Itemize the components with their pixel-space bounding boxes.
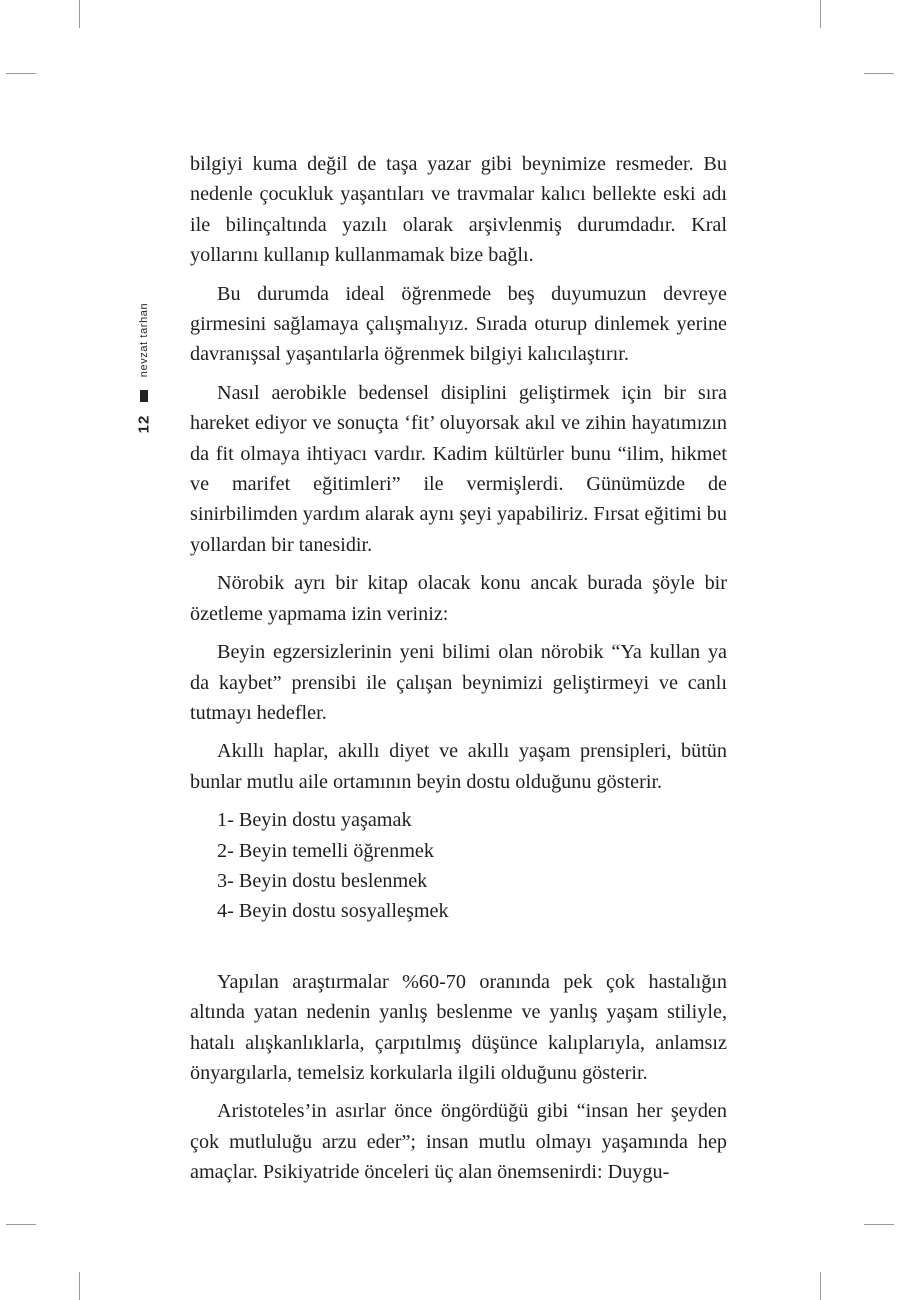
paragraph: Aristoteles’in asırlar önce öngördüğü gibi “insan her şeyden çok mutluluğu arzu eder”; insan mutlu olmayı yaşamında hep amaçlar. Psikiyatride önceleri üç alan önemsenirdi: Duygu- [190, 1100, 727, 1184]
paragraph: Bu durumda ideal öğrenmede beş duyumuzun devreye girmesini sağlamaya çalışmalıyız. Sırada oturup dinlemek yerine davranışsal yaşantılarla öğrenmek bilgiyi kalıcılaştırır. [190, 282, 727, 366]
paragraph: Yapılan araştırmalar %60-70 oranında pek çok hastalığın altında yatan nedenin yanlış beslenme ve yanlış yaşam stiliyle, hatalı alışkanlıklarla, çarpıtılmış düşünce kalıplarıyla, anlamsız önyargılarla, temelsiz korkularla ilgili olduğunu gösterir. [190, 970, 727, 1084]
crop-mark [6, 73, 36, 74]
crop-mark [6, 1224, 36, 1225]
paragraph: Beyin egzersizlerinin yeni bilimi olan nörobik “Ya kullan ya da kaybet” prensibi ile çalışan beynimizi geliştirmeyi ve canlı tutmayı hedefler. [190, 641, 727, 724]
list-item: 4- Beyin dostu sosyalleşmek [217, 900, 449, 923]
crop-mark [79, 1272, 80, 1300]
paragraph: bilgiyi kuma değil de taşa yazar gibi beynimize resmeder. Bu nedenle çocukluk yaşantıları ve travmalar kalıcı bellekte eski adı ile bilinçaltında yazılı olarak arşivlenmiş durumdadır. Kral yollarını kullanıp kullanmamak bize bağlı. [190, 153, 727, 267]
author-name: nevzat tarhan [138, 302, 150, 378]
crop-mark [79, 0, 80, 28]
paragraph: Nasıl aerobikle bedensel disiplini geliştirmek için bir sıra hareket ediyor ve sonuçta ‘fit’ oluyorsak akıl ve zihin hayatımızın da fit olmaya ihtiyacı vardır. Kadim kültürler bunu “ilim, hikmet ve marifet eğitimleri” ile vermişlerdi. Günümüzde de sinirbilimden yardım alarak aynı şeyi yapabiliriz. Fırsat eğitimi bu yollardan bir tanesidir. [190, 381, 727, 556]
crop-mark [820, 1272, 821, 1300]
list-item: 1- Beyin dostu yaşamak [217, 809, 412, 832]
list-item: 3- Beyin dostu beslenmek [217, 869, 428, 892]
paragraph: Akıllı haplar, akıllı diyet ve akıllı yaşam prensipleri, bütün bunlar mutlu aile ortamının beyin dostu olduğunu gösterir. [190, 740, 727, 793]
running-head [132, 300, 156, 440]
running-head-marker [140, 390, 148, 402]
crop-mark [864, 1224, 894, 1225]
page-number: 12 [135, 414, 153, 434]
numbered-list [190, 805, 727, 927]
crop-mark [820, 0, 821, 28]
body-text [190, 149, 727, 1196]
list-item: 2- Beyin temelli öğrenmek [217, 839, 434, 862]
paragraph: Nörobik ayrı bir kitap olacak konu ancak burada şöyle bir özetleme yapmama izin veriniz: [190, 572, 727, 625]
crop-mark [864, 73, 894, 74]
